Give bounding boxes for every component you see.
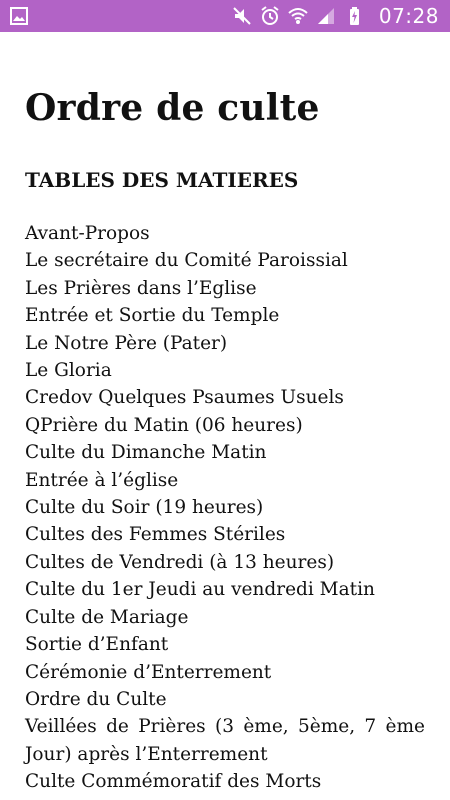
toc-item[interactable]: Culte Commémoratif des Morts [25, 771, 322, 793]
toc-item[interactable]: Veillées de Prières (3 ème, 5ème, 7 ème Jour) après l’Enterrement [25, 716, 425, 765]
status-clock: 07:28 [378, 4, 439, 28]
toc-item[interactable]: Cérémonie d’Enterrement [25, 661, 272, 683]
toc-item[interactable]: Culte du Dimanche Matin [25, 442, 267, 464]
battery-charging-icon [344, 6, 364, 26]
page-title: Ordre de culte [25, 87, 320, 129]
toc-item[interactable]: Le Notre Père (Pater) [25, 332, 228, 354]
toc-item[interactable]: QPrière du Matin (06 heures) [25, 414, 303, 436]
main-content [25, 84, 425, 793]
toc-item[interactable]: Culte du Soir (19 heures) [25, 497, 264, 519]
toc-item[interactable]: Entrée à l’église [25, 469, 179, 491]
toc-item[interactable]: Le Gloria [25, 360, 112, 382]
status-icons [232, 6, 364, 26]
toc-item[interactable]: Culte du 1er Jeudi au vendredi Matin [25, 579, 375, 601]
toc-item[interactable]: Credov Quelques Psaumes Usuels [25, 387, 344, 409]
mute-icon [232, 6, 252, 26]
toc-item[interactable]: Sortie d’Enfant [25, 634, 169, 656]
alarm-icon [260, 6, 280, 26]
toc-item[interactable]: Culte de Mariage [25, 606, 189, 628]
signal-icon [316, 6, 336, 26]
toc-item[interactable]: Ordre du Culte [25, 688, 167, 710]
toc-item[interactable]: Les Prières dans l’Eglise [25, 277, 257, 299]
section-heading: TABLES DES MATIERES [25, 168, 299, 192]
toc-item[interactable]: Cultes des Femmes Stériles [25, 524, 286, 546]
toc-item[interactable]: Le secrétaire du Comité Paroissial [25, 250, 348, 272]
gallery-icon [10, 7, 28, 25]
toc-item[interactable]: Avant-Propos [25, 223, 150, 244]
toc-item[interactable]: Cultes de Vendredi (à 13 heures) [25, 551, 335, 573]
toc-item[interactable]: Entrée et Sortie du Temple [25, 305, 280, 327]
table-of-contents [25, 220, 425, 796]
wifi-icon [288, 6, 308, 26]
status-bar [0, 0, 450, 32]
